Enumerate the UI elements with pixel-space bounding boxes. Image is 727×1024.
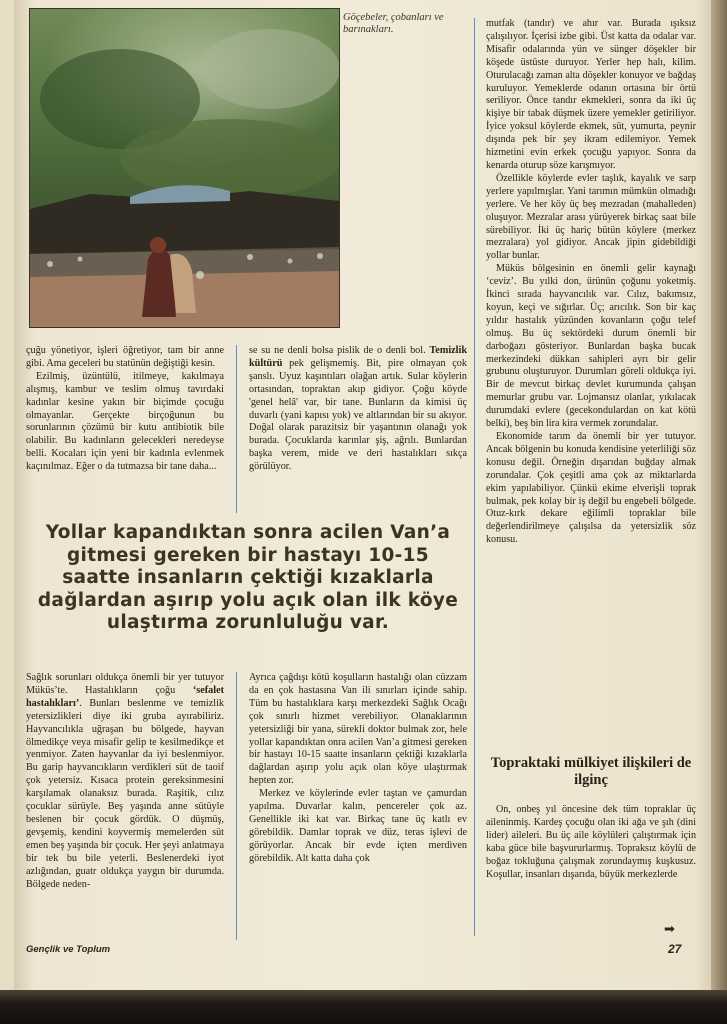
section-subheading: Topraktaki mülkiyet ilişkileri de ilginç <box>490 755 692 788</box>
pull-quote: Yollar kapandıktan sonra acilen Van’a gitmesi gereken bir hastayı 10-15 saatte insanların çektiği kızaklarla dağlardan aşırıp yolu açık olan ilk köye ulaştırma zorunluluğu var. <box>37 522 459 633</box>
photo-caption: Göçebeler, çobanları ve barınakları. <box>343 12 444 35</box>
paragraph: Merkez ve köylerinde evler taştan ve çamurdan yapılma. Duvarlar kalın, pencereler çok az. Genellikle iki kat var. Birkaç tane üç katlı ev görebildik. Damlar toprak ve düz, teras işlevi de görüyorlar. Ancak bir evde içten merdiven görebildik. Alt katta daha çok <box>249 788 467 864</box>
paragraph-text: . Bunları beslenme ve temizlik yetersizlikleri diye iki gruba ayırabiliriz. Hayvancılıkla uğraşan bu bölgede, hayvan ölmedikçe veya misafir gelip te kesilmedikçe et yenmiyor. Zaten hayvanlar da iyi beslenmiyor. Bu garip hayvancıkların verdikleri süt de taoif çok yetersiz. Kısaca protein gereksinmesini karşılamak olanaksız burada. Raşitik, cılız çocuklar sürüyle. Beş yaşında anne sütüyle beslenen bir çocuk gördük. O düşmüş, gevşemiş, kendini koyvermiş memelerden süt emen beş yaşında bir çocuk. Her şeyi anlatmaya bir tek bu bile yeterli. Beslenerdeki iyot azlığından, guatr oldukça yaygın bir durumda. Bölgede neden- <box>26 697 224 890</box>
right-column-bottom <box>486 804 696 881</box>
paragraph: Ayrıca çağdışı kötü koşulların hastalığı olan cüzzam da en çok hastasına Van ili sınırları içinde sahip. Tüm bu hastalıklara karşı merkezdeki Sağlık Ocağı çok sınırlı hizmet verebiliyor. Olanaklarının yetersizliği bir yana, sürekli doktor bulmak zor, hele yollar kapandıktan onra acilen Van’a gitmesi gereken bir hastayı 10-15 saatte insanların çektiği kızaklarla dağlardan aşırıp yolu açık olan köye ulaştırmak hepten zor. <box>249 672 467 787</box>
scan-bottom-edge <box>0 990 727 1024</box>
paragraph: On, onbeş yıl öncesine dek tüm topraklar üç aileninmiş. Kardeş çocuğu olan iki ağa ve şıh (dini lider) aileleri. Bu üç aile köylüleri çalıştırmak için kaba güce bile başvururlarmış. Topraksız köylü de boğaz tokluğuna çalışmak zorundaymış kuşkusuz. Koşullar, insanları dışarıda, büyük merkezlerde <box>486 804 696 880</box>
paragraph: Özellikle köylerde evler taşlık, kayalık ve sarp yerlere yapılmışlar. Yani tarımın mümkün olmadığı yerlere. Ve her köy üç beş mezradan (mahalleden) oluşuyor. Mezralar arası yürüyerek birkaç saat bile sürebiliyor. İki üç hariç bütün köylere (merkez mezralara) yol gidiyor. Ancak jipin gidebildiği yollar bunlar. <box>486 172 696 262</box>
bold-term: ‘sefalet hastalıkları’ <box>26 684 224 709</box>
paragraph: Ekonomide tarım da önemli bir yer tutuyor. Ancak bölgenin bu konuda kendisine yeterliliği söz konusu değil. Örneğin dışarıdan buğday almak zorundalar. Çok çeşitli ama çok az miktarlarda ekim yapılabiliyor. Çünkü ekime elverişli toprak bulmak, pek kolay bir iş değil bu engebeli bölgede. Otuz-kırk dekare eğilimli topraklar bile değerlendirilmeye çalışılsa da yetersizlik söz konusu. <box>486 431 696 546</box>
column-rule <box>236 672 237 940</box>
right-column <box>486 18 696 547</box>
page-edge <box>711 0 727 1000</box>
bottom-middle-column <box>249 672 467 866</box>
magazine-title: Gençlik ve Toplum <box>26 944 111 955</box>
bold-term: Temizlik kültürü <box>249 345 467 369</box>
paragraph-text: Sağlık sorunları oldukça önemli bir yer tutuyor Müküs’te. Hastalıkların çoğu <box>26 672 224 696</box>
top-middle-column <box>249 345 467 474</box>
column-rule <box>236 345 237 513</box>
paragraph: Müküs bölgesinin en önemli gelir kaynağı ‘ceviz’. Bu yılki don, ürünün çoğunu yoketmiş. İkinci sırada hayvancılık var. Cılız, bakımsız, koyun, keçi ve sığırlar. Üç; arıcılık. Son bir kaç yıldır hastalık yüzünden kovanların çoğu telef olmuş. Bu üç sektördeki durum önemli bir darboğazı gösteriyor. Bunlardan başka bucak merkezindeki dükkan sahipleri ayrı bir gelir grubunu oluşturuyor. Durumları göreli oldukça iyi. Bir de mevcut birkaç devlet kurumunda çalışan memurlar grubu var. Lojmansız olanlar, yıkılacak durumdaki evlere (gecekondulardan on kat kötü belki), beş bin lira kira vermek zorundalar. <box>486 263 696 430</box>
paragraph <box>26 672 224 891</box>
page-number: 27 <box>668 942 682 956</box>
photo-illustration <box>30 9 339 327</box>
paragraph-text: se su ne denli bolsa pislik de o denli bol. <box>249 345 426 356</box>
continue-arrow-icon: ➡ <box>664 922 675 937</box>
bottom-left-column <box>26 672 224 891</box>
paragraph: mutfak (tandır) ve ahır var. Burada ışıksız çalışılıyor. İçerisi izbe gibi. Üst katta da odalar var. Misafir odalarında yün ve sünger döşekler bir köşede üstüste duruyor. Yerler hep halı, kilim. Oturulacağı zaman alta döşekler konuyor ve bağdaş kuruluyor. Yemeklerde odanın ortasına bir örtü seriliyor. Önce tandır ekmekleri, sonra da iki üç kişiye bir tabak düşmek üzere yemekler getiriliyor. İyice yoksul köylerde ekmek, süt, yumurta, peynir dışında pek bir şey ikram edilemiyor. Yemek hizmetini evin erkek çocuğu yapıyor. Sonra da kenarda oturup söze karışmıyor. <box>486 18 696 171</box>
paragraph-text: pek gelişmemiş. Bit, pire olmayan çok şanslı. Uyuz kaşıntıları olağan artık. Sular köylerin ortasından, topraktan akıp gidiyor. Çoğu köyde 'genel helâ' var, bir tane. Bunların da kimisi üç duvarlı (yani kapısı yok) ve altlarından bir su akıyor. Doğal olarak parazitsiz bir yaşantının olanağı yok burada. Çocuklarda karınlar şiş, ağrılı. Bunlardan başka verem, mide ve deri hastalıkları sıkça görülüyor. <box>249 357 467 473</box>
nomad-camp-photo <box>29 8 340 328</box>
paragraph: Ezilmiş, üzüntülü, itilmeye, kakılmaya alışmış, kambur ve teslim olmuş tavırdaki kadınlar kesine yakın bir biçimde çocuğu olmayanlar. Gerçekte birçoğunun bu sorunlarının çözümü bir kutu antibiotik bile olabilir. Bu kadınların gelecekleri neredeyse belli. Kocaları için yeni bir kadınla evlenmek kaçınılmaz. Eğer o da tutmazsa bir tane daha... <box>26 370 224 473</box>
column-rule <box>474 18 475 936</box>
paragraph <box>249 345 467 474</box>
paragraph: çuğu yönetiyor, işleri öğretiyor, tam bir anne gibi. Ama geceleri bu statünün değiştiği kesin. <box>26 345 224 369</box>
top-left-column <box>26 345 224 474</box>
